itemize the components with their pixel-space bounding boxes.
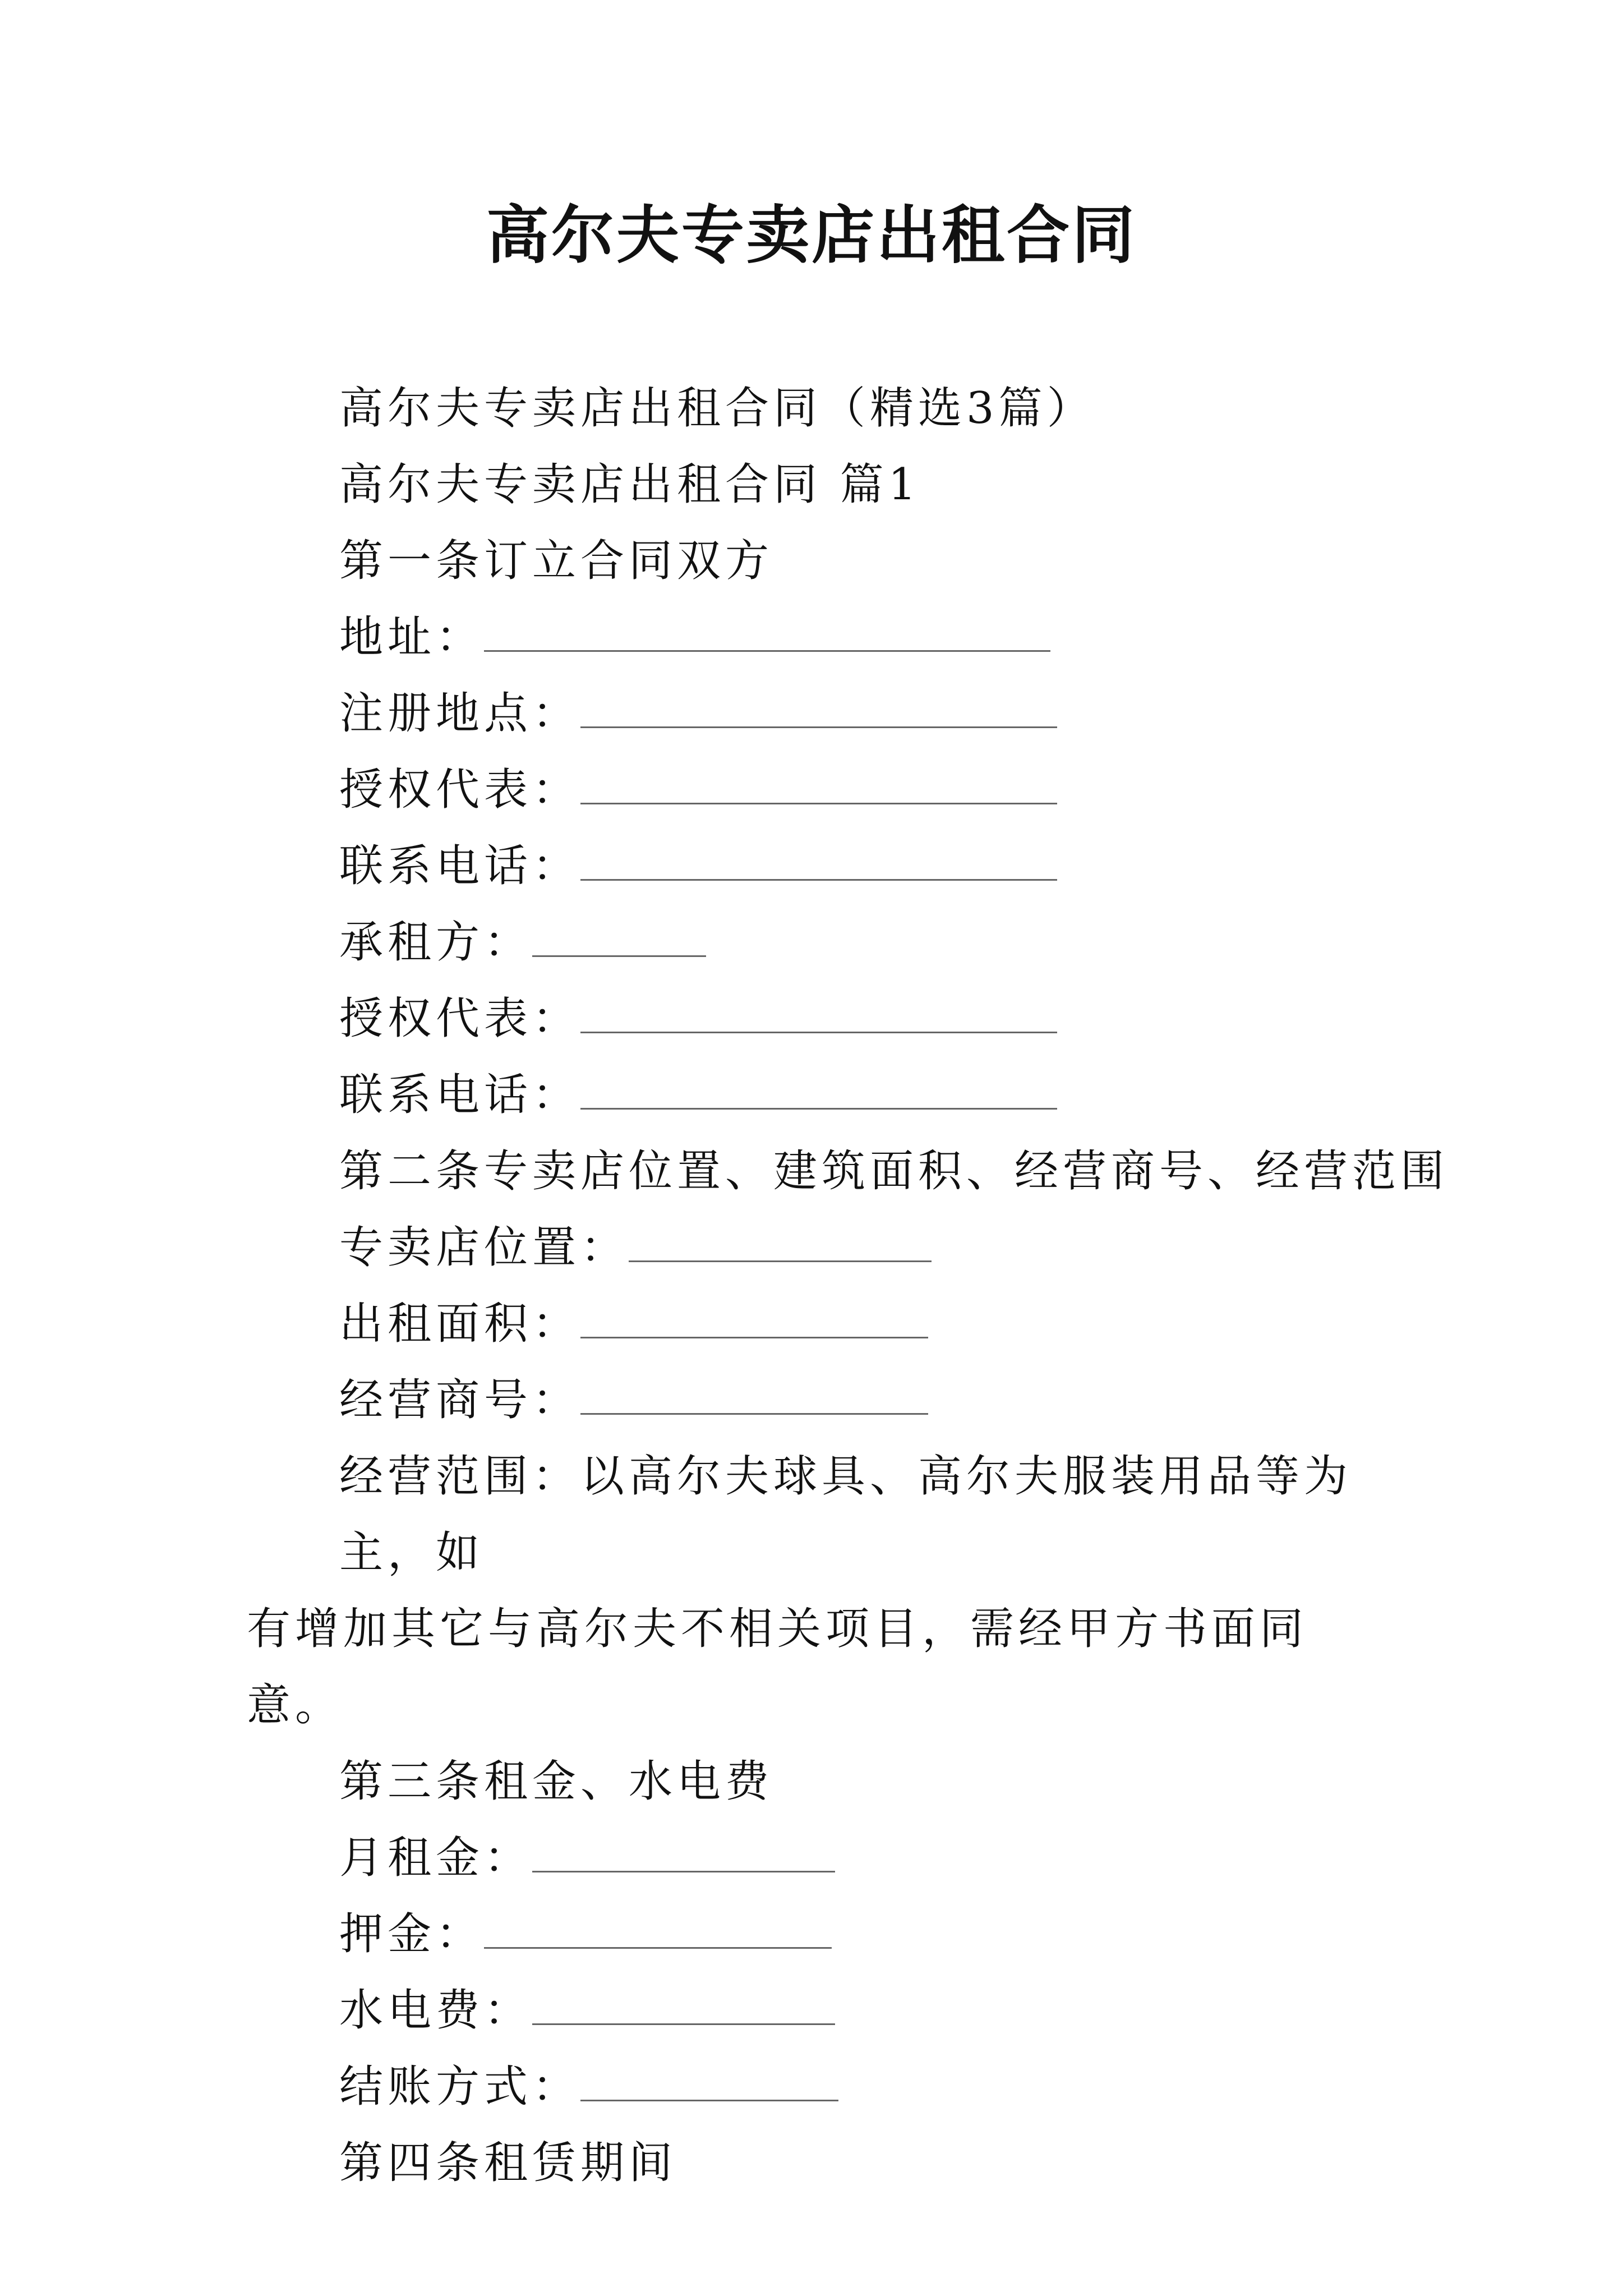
deposit-label: 押金：: [339, 1909, 485, 1959]
address-blank: [484, 605, 1050, 652]
monthly-rent-row: [247, 1820, 1385, 1896]
phone-row: [247, 828, 1385, 904]
rental-area-row: [247, 1286, 1385, 1362]
trade-name-row: [247, 1362, 1385, 1438]
lessee-rep-label: 授权代表：: [339, 993, 581, 1044]
phone-label: 联系电话：: [339, 841, 581, 891]
lessee-rep-row: [247, 981, 1385, 1057]
collection-heading: 高尔夫专卖店出租合同（精选3篇）: [339, 383, 1095, 434]
registered-place-blank: [580, 682, 1057, 728]
utilities-label: 水电费：: [339, 1985, 533, 2036]
store-location-row: [247, 1209, 1385, 1286]
authorized-rep-blank: [580, 758, 1057, 804]
lessee-rep-blank: [580, 987, 1057, 1033]
authorized-rep-row: [247, 752, 1385, 828]
trade-name-blank: [580, 1368, 928, 1415]
business-scope-paragraph: [247, 1438, 1385, 1743]
utilities-row: [247, 1972, 1385, 2049]
article-heading: 高尔夫专卖店出租合同 篇1: [339, 459, 921, 510]
registered-place-label: 注册地点：: [339, 688, 581, 739]
settlement-blank: [580, 2055, 838, 2101]
phone-blank: [580, 834, 1057, 881]
utilities-blank: [532, 1978, 835, 2025]
clause-4-heading: 第四条租赁期间: [339, 2138, 677, 2188]
deposit-row: [247, 1896, 1385, 1972]
lessee-phone-row: [247, 1057, 1385, 1133]
lessee-phone-label: 联系电话：: [339, 1070, 581, 1120]
monthly-rent-blank: [532, 1826, 835, 1872]
rental-area-label: 出租面积：: [339, 1299, 581, 1349]
monthly-rent-label: 月租金：: [339, 1833, 533, 1883]
deposit-blank: [484, 1902, 832, 1949]
store-location-blank: [629, 1216, 932, 1262]
lessee-blank: [532, 910, 706, 957]
settlement-label: 结账方式：: [339, 2062, 581, 2112]
clause-2-heading: 第二条专卖店位置、建筑面积、经营商号、经营范围: [339, 1146, 1449, 1197]
document-title: 高尔夫专卖店出租合同: [486, 199, 1137, 272]
lessee-label: 承租方：: [339, 917, 533, 968]
lessee-phone-blank: [580, 1063, 1057, 1110]
registered-place-row: [247, 675, 1385, 752]
business-scope-line-1: 经营范围：以高尔夫球具、高尔夫服装用品等为主，如: [339, 1451, 1353, 1578]
business-scope-line-2: 有增加其它与高尔夫不相关项目，需经甲方书面同意。: [247, 1604, 1308, 1731]
store-location-label: 专卖店位置：: [339, 1222, 629, 1273]
clause-3-heading: 第三条租金、水电费: [339, 1756, 774, 1807]
address-label: 地址：: [339, 612, 485, 662]
trade-name-label: 经营商号：: [339, 1375, 581, 1425]
document-body: [247, 370, 1449, 2201]
address-row: [247, 599, 1385, 675]
lessee-row: [247, 904, 1385, 981]
authorized-rep-label: 授权代表：: [339, 765, 581, 815]
clause-1-heading: 第一条订立合同双方: [339, 536, 774, 586]
rental-area-blank: [580, 1292, 928, 1338]
settlement-row: [247, 2049, 1385, 2125]
